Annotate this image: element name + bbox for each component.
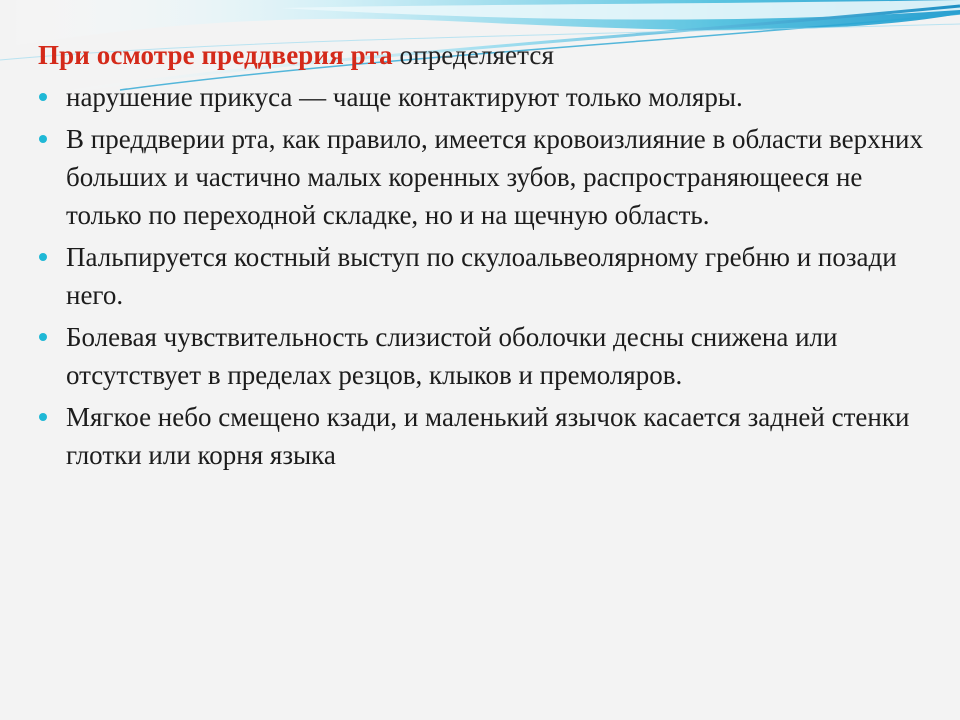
bullet-text: нарушение прикуса — чаще контактируют только моляры. <box>66 82 743 112</box>
bullet-list <box>38 78 928 474</box>
bullet-dot-icon <box>39 135 47 143</box>
bullet-item <box>38 238 928 314</box>
heading-accent: При осмотре преддверия рта <box>38 40 393 70</box>
bullet-dot-icon <box>39 333 47 341</box>
bullet-item <box>38 120 928 234</box>
slide-heading <box>38 36 928 74</box>
bullet-item <box>38 398 928 474</box>
bullet-text: Пальпируется костный выступ по скулоальвеолярному гребню и позади него. <box>66 242 897 310</box>
bullet-text: В преддверии рта, как правило, имеется кровоизлияние в области верхних больших и частично малых коренных зубов, распространяющееся не только по переходной складке, но и на щечную область. <box>66 124 923 230</box>
heading-rest: определяется <box>392 40 554 70</box>
slide-body <box>38 36 928 478</box>
bullet-dot-icon <box>39 413 47 421</box>
bullet-dot-icon <box>39 253 47 261</box>
bullet-item <box>38 318 928 394</box>
bullet-dot-icon <box>39 93 47 101</box>
bullet-text: Болевая чувствительность слизистой оболочки десны снижена или отсутствует в пределах резцов, клыков и премоляров. <box>66 322 838 390</box>
bullet-item <box>38 78 928 116</box>
bullet-text: Мягкое небо смещено кзади, и маленький язычок касается задней стенки глотки или корня языка <box>66 402 910 470</box>
